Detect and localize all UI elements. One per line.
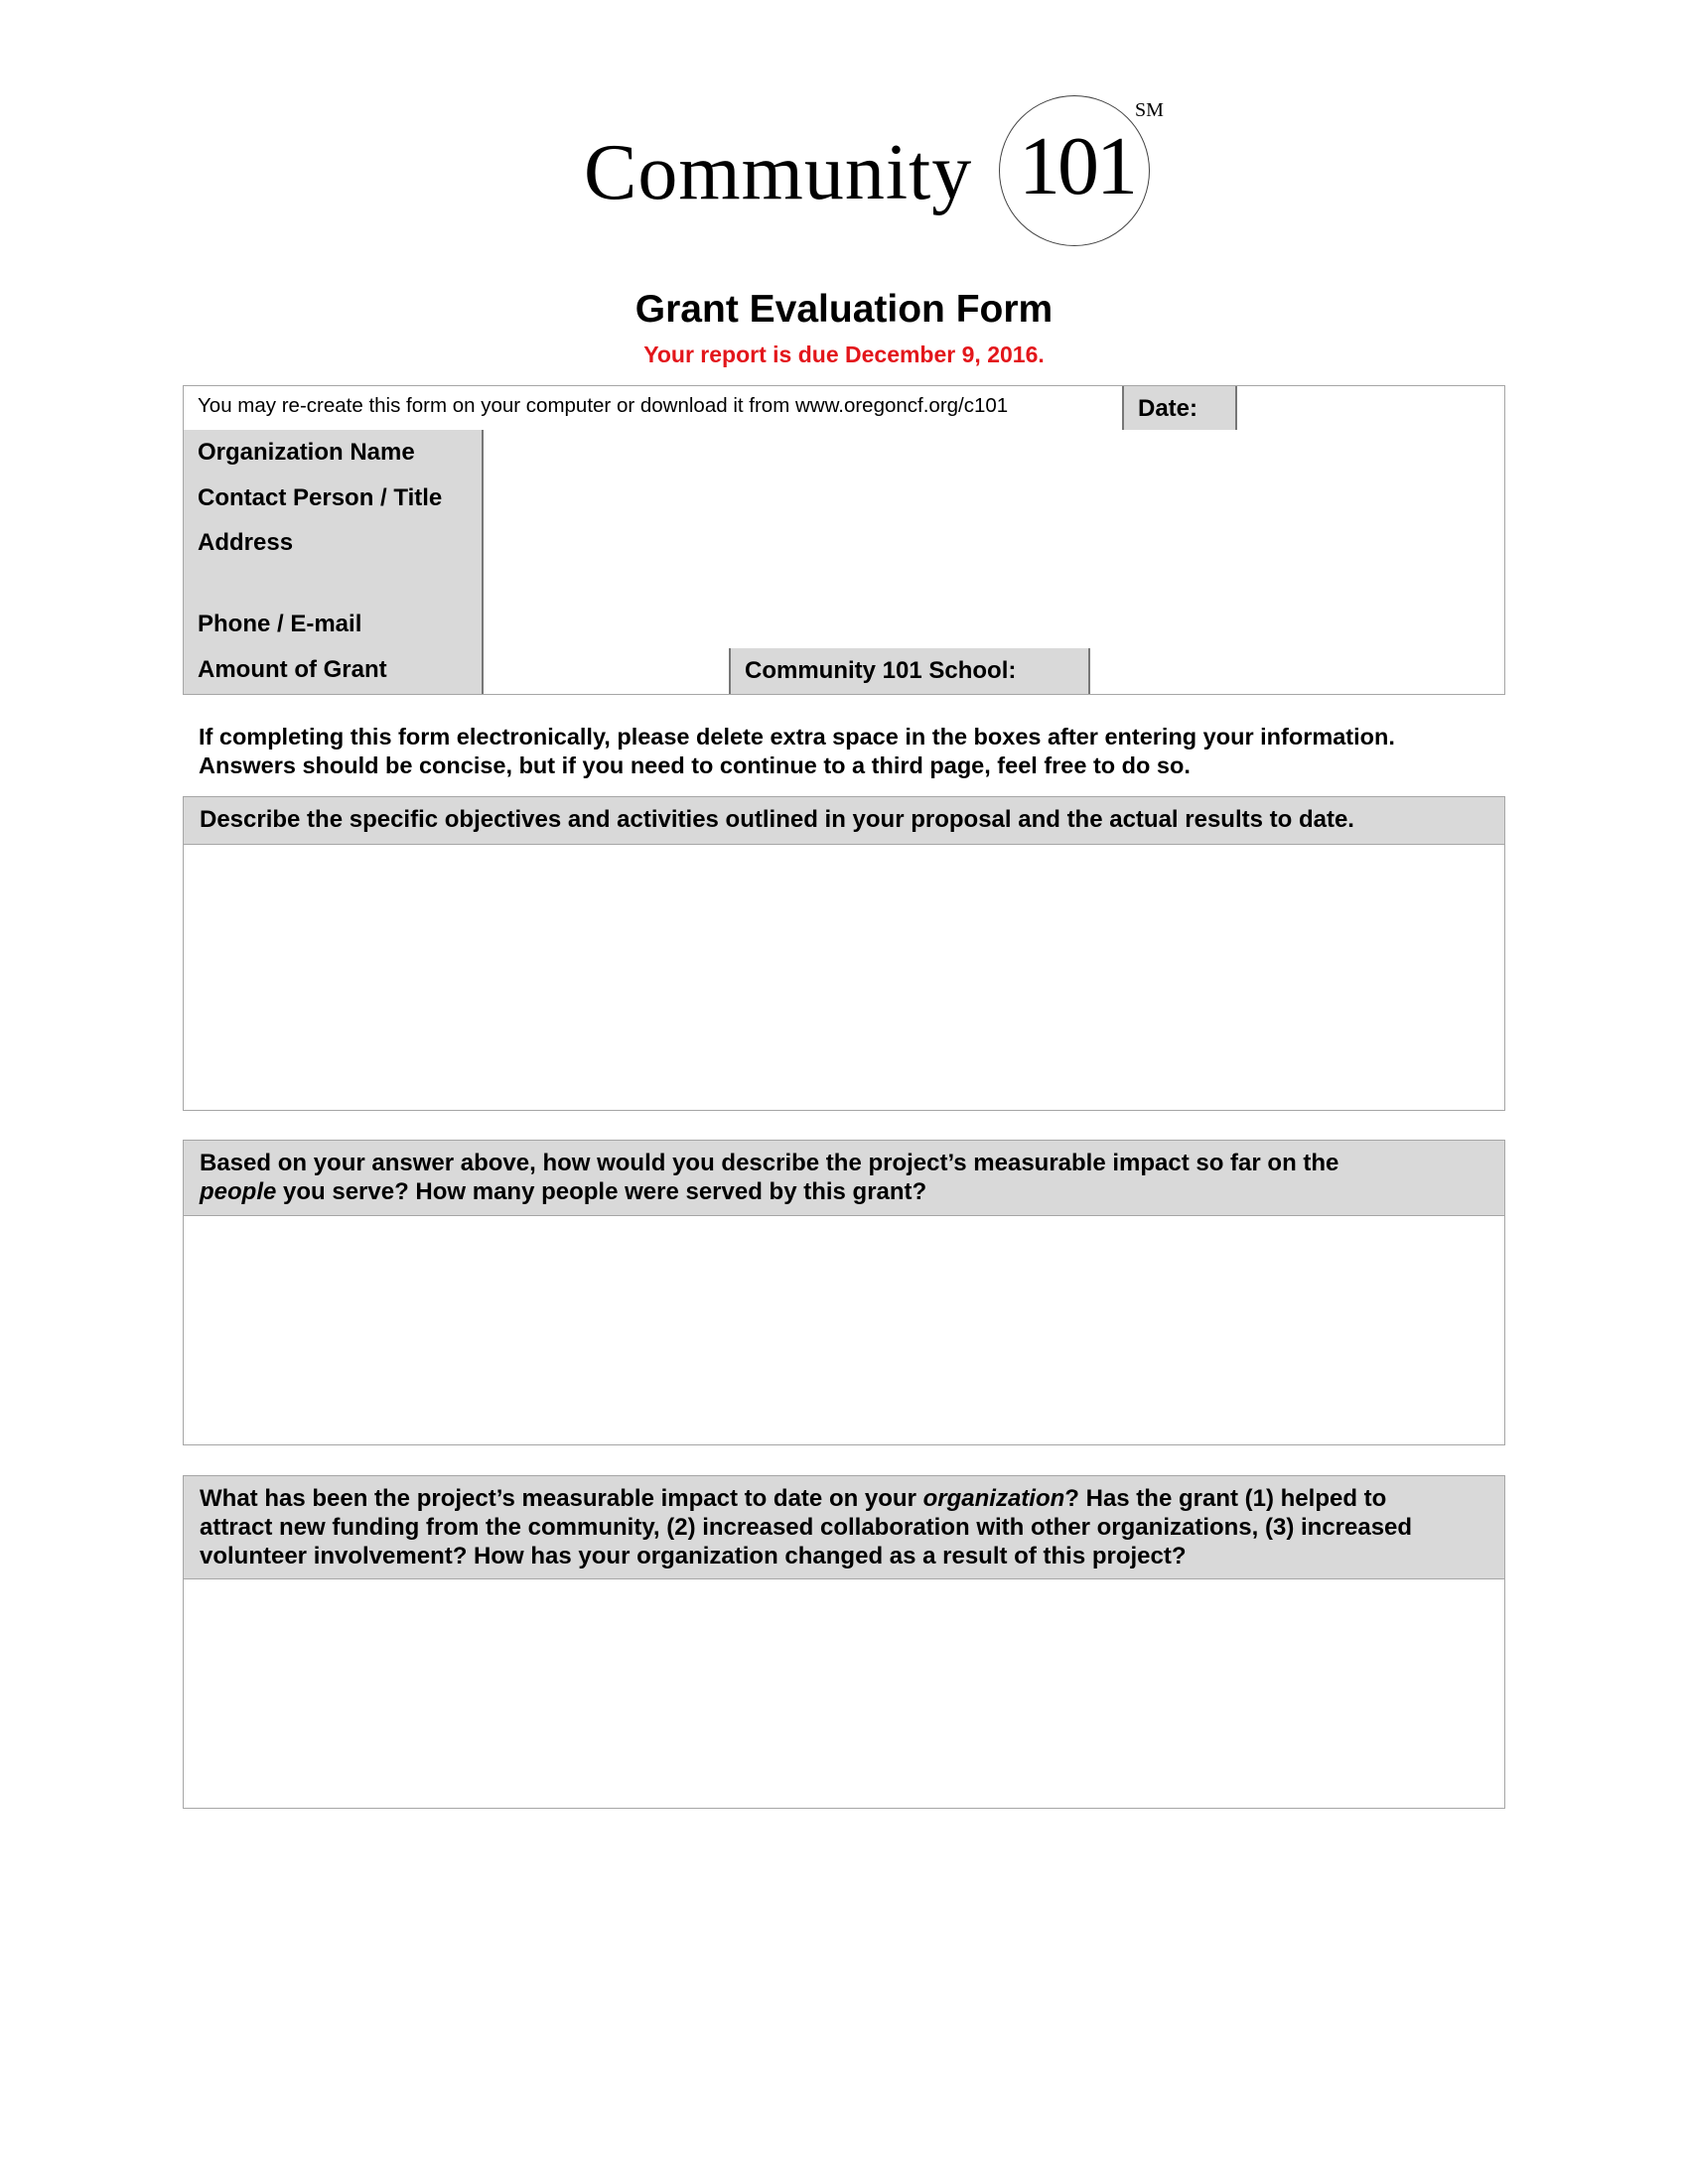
field-labels-column — [184, 430, 482, 694]
download-note: You may re-create this form on your computer or download it from www.oregoncf.org/c101 — [198, 394, 1009, 417]
logo-number: 101 — [1019, 120, 1135, 212]
amount-of-grant-label: Amount of Grant — [198, 656, 387, 683]
date-field[interactable] — [1237, 386, 1503, 430]
address-label: Address — [198, 529, 294, 556]
info-table — [183, 385, 1505, 695]
question-3-emphasis: organization — [922, 1485, 1065, 1512]
amount-of-grant-field[interactable] — [484, 648, 729, 694]
question-3-line-2: attract new funding from the community, (2) increased collaboration with other organizations, (3) increased — [200, 1514, 1413, 1541]
question-2-line-2-rest: you serve? How many people were served by this grant? — [276, 1178, 927, 1205]
instructions-line-1: If completing this form electronically, please delete extra space in the boxes after entering your information. — [199, 724, 1395, 750]
phone-email-label: Phone / E-mail — [198, 611, 362, 637]
school-label: Community 101 School: — [745, 657, 1017, 684]
community-101-logo — [584, 95, 1180, 254]
question-1-header — [184, 797, 1504, 845]
question-1-box — [183, 796, 1505, 1111]
school-label-cell — [731, 648, 1088, 694]
instructions-line-2: Answers should be concise, but if you need to continue to a third page, feel free to do so. — [199, 752, 1191, 778]
page-title: Grant Evaluation Form — [634, 288, 1054, 331]
school-field[interactable] — [1090, 648, 1503, 694]
question-3-line-1-start: What has been the project’s measurable impact to date on your — [200, 1485, 923, 1512]
question-2-line-1: Based on your answer above, how would you describe the project’s measurable impact so far on the — [200, 1150, 1339, 1176]
due-notice: Your report is due December 9, 2016. — [643, 341, 1045, 367]
date-label-cell — [1124, 386, 1235, 430]
address-field[interactable] — [484, 519, 1503, 601]
phone-email-field[interactable] — [484, 601, 1503, 648]
organization-name-field[interactable] — [484, 430, 1503, 474]
question-2-header — [184, 1141, 1504, 1216]
date-divider-left — [1122, 386, 1124, 430]
logo-wordmark: Community — [584, 129, 973, 216]
question-3-header — [184, 1476, 1504, 1579]
question-3-box — [183, 1475, 1505, 1809]
question-3-line-1 — [200, 1484, 1488, 1513]
question-3-line-1-end: ? Has the grant (1) helped to — [1064, 1485, 1387, 1512]
question-2-emphasis: people — [200, 1178, 277, 1205]
contact-person-label: Contact Person / Title — [198, 484, 443, 511]
question-1-answer[interactable] — [184, 845, 1504, 1110]
question-3-answer[interactable] — [184, 1579, 1504, 1808]
organization-name-label: Organization Name — [198, 439, 415, 466]
service-mark: SM — [1135, 99, 1164, 121]
contact-person-field[interactable] — [484, 474, 1503, 519]
instructions — [199, 723, 1509, 780]
question-3-line-3: volunteer involvement? How has your organization changed as a result of this project? — [200, 1543, 1187, 1570]
question-1-text: Describe the specific objectives and activities outlined in your proposal and the actual results to date. — [200, 806, 1354, 833]
question-2-line-2 — [200, 1177, 1488, 1206]
question-2-box — [183, 1140, 1505, 1445]
question-2-answer[interactable] — [184, 1216, 1504, 1444]
date-label: Date: — [1138, 395, 1198, 422]
